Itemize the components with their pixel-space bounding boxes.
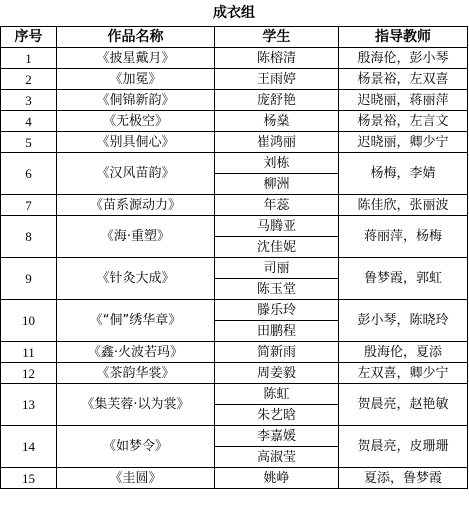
table-row (1, 363, 468, 384)
work-title: 《侗锦新韵》 (57, 90, 215, 111)
student-name: 滕乐玲 (215, 300, 339, 321)
work-title: 《苗系源动力》 (57, 195, 215, 216)
teacher-names: 蒋丽萍，杨梅 (339, 216, 468, 258)
work-title: 《披星戴月》 (57, 48, 215, 69)
row-number: 1 (1, 48, 57, 69)
student-name: 陈虹 (215, 384, 339, 405)
work-title: 《“侗”绣华章》 (57, 300, 215, 342)
table-title: 成衣组 (213, 4, 255, 21)
table-row (1, 132, 468, 153)
row-number: 7 (1, 195, 57, 216)
work-title: 《汉风苗韵》 (57, 153, 215, 195)
row-number: 5 (1, 132, 57, 153)
student-name: 姚峥 (215, 468, 339, 489)
row-number: 2 (1, 69, 57, 90)
student-name: 年蕊 (215, 195, 339, 216)
header-work: 作品名称 (57, 27, 215, 48)
table-row (1, 342, 468, 363)
teacher-names: 夏添，鲁梦霞 (339, 468, 468, 489)
student-name: 王雨婷 (215, 69, 339, 90)
work-title: 《别具侗心》 (57, 132, 215, 153)
teacher-names: 迟晓丽，卿少宁 (339, 132, 468, 153)
teacher-names: 鲁梦霞，郭虹 (339, 258, 468, 300)
table-row (1, 216, 468, 237)
header-row (1, 27, 468, 48)
work-title: 《鑫·火波若玛》 (57, 342, 215, 363)
header-number: 序号 (1, 27, 57, 48)
row-number: 8 (1, 216, 57, 258)
row-number: 13 (1, 384, 57, 426)
table-row (1, 195, 468, 216)
row-number: 15 (1, 468, 57, 489)
teacher-names: 陈佳欣，张丽波 (339, 195, 468, 216)
student-name: 杨燊 (215, 111, 339, 132)
row-number: 10 (1, 300, 57, 342)
row-number: 9 (1, 258, 57, 300)
row-number: 3 (1, 90, 57, 111)
teacher-names: 贺晨亮，皮珊珊 (339, 426, 468, 468)
row-number: 6 (1, 153, 57, 195)
student-name: 沈佳妮 (215, 237, 339, 258)
row-number: 14 (1, 426, 57, 468)
table-row (1, 69, 468, 90)
student-name: 马腾亚 (215, 216, 339, 237)
table-row (1, 111, 468, 132)
teacher-names: 迟晓丽，蒋丽萍 (339, 90, 468, 111)
student-name: 刘栋 (215, 153, 339, 174)
student-name: 田鹏程 (215, 321, 339, 342)
table-row (1, 90, 468, 111)
work-title: 《加冕》 (57, 69, 215, 90)
teacher-names: 杨景裕，左言文 (339, 111, 468, 132)
teacher-names: 贺晨亮，赵艳敏 (339, 384, 468, 426)
teacher-names: 殷海伦，夏添 (339, 342, 468, 363)
student-name: 简新雨 (215, 342, 339, 363)
work-title: 《茶韵华裳》 (57, 363, 215, 384)
teacher-names: 杨梅，李婧 (339, 153, 468, 195)
table-row (1, 258, 468, 279)
table-row (1, 153, 468, 174)
student-name: 庞舒艳 (215, 90, 339, 111)
table-row (1, 300, 468, 321)
student-name: 周姜毅 (215, 363, 339, 384)
table-row (1, 468, 468, 489)
work-title: 《集芙蓉·以为裳》 (57, 384, 215, 426)
row-number: 12 (1, 363, 57, 384)
teacher-names: 殷海伦，彭小琴 (339, 48, 468, 69)
teacher-names: 左双喜，卿少宁 (339, 363, 468, 384)
student-name: 司丽 (215, 258, 339, 279)
row-number: 11 (1, 342, 57, 363)
header-teacher: 指导教师 (339, 27, 468, 48)
work-title: 《圭圆》 (57, 468, 215, 489)
student-name: 陈榕清 (215, 48, 339, 69)
work-title: 《如梦令》 (57, 426, 215, 468)
student-name: 陈玉堂 (215, 279, 339, 300)
table-row (1, 48, 468, 69)
table-row (1, 426, 468, 447)
teacher-names: 彭小琴，陈晓玲 (339, 300, 468, 342)
student-name: 朱艺晗 (215, 405, 339, 426)
work-title: 《针灸大成》 (57, 258, 215, 300)
table-row (1, 384, 468, 405)
work-title: 《无极空》 (57, 111, 215, 132)
student-name: 柳洲 (215, 174, 339, 195)
title-row (1, 0, 468, 27)
student-name: 李嘉媛 (215, 426, 339, 447)
teacher-names: 杨景裕，左双喜 (339, 69, 468, 90)
student-name: 崔鸿丽 (215, 132, 339, 153)
row-number: 4 (1, 111, 57, 132)
header-student: 学生 (215, 27, 339, 48)
student-name: 高淑莹 (215, 447, 339, 468)
work-title: 《海·重塑》 (57, 216, 215, 258)
